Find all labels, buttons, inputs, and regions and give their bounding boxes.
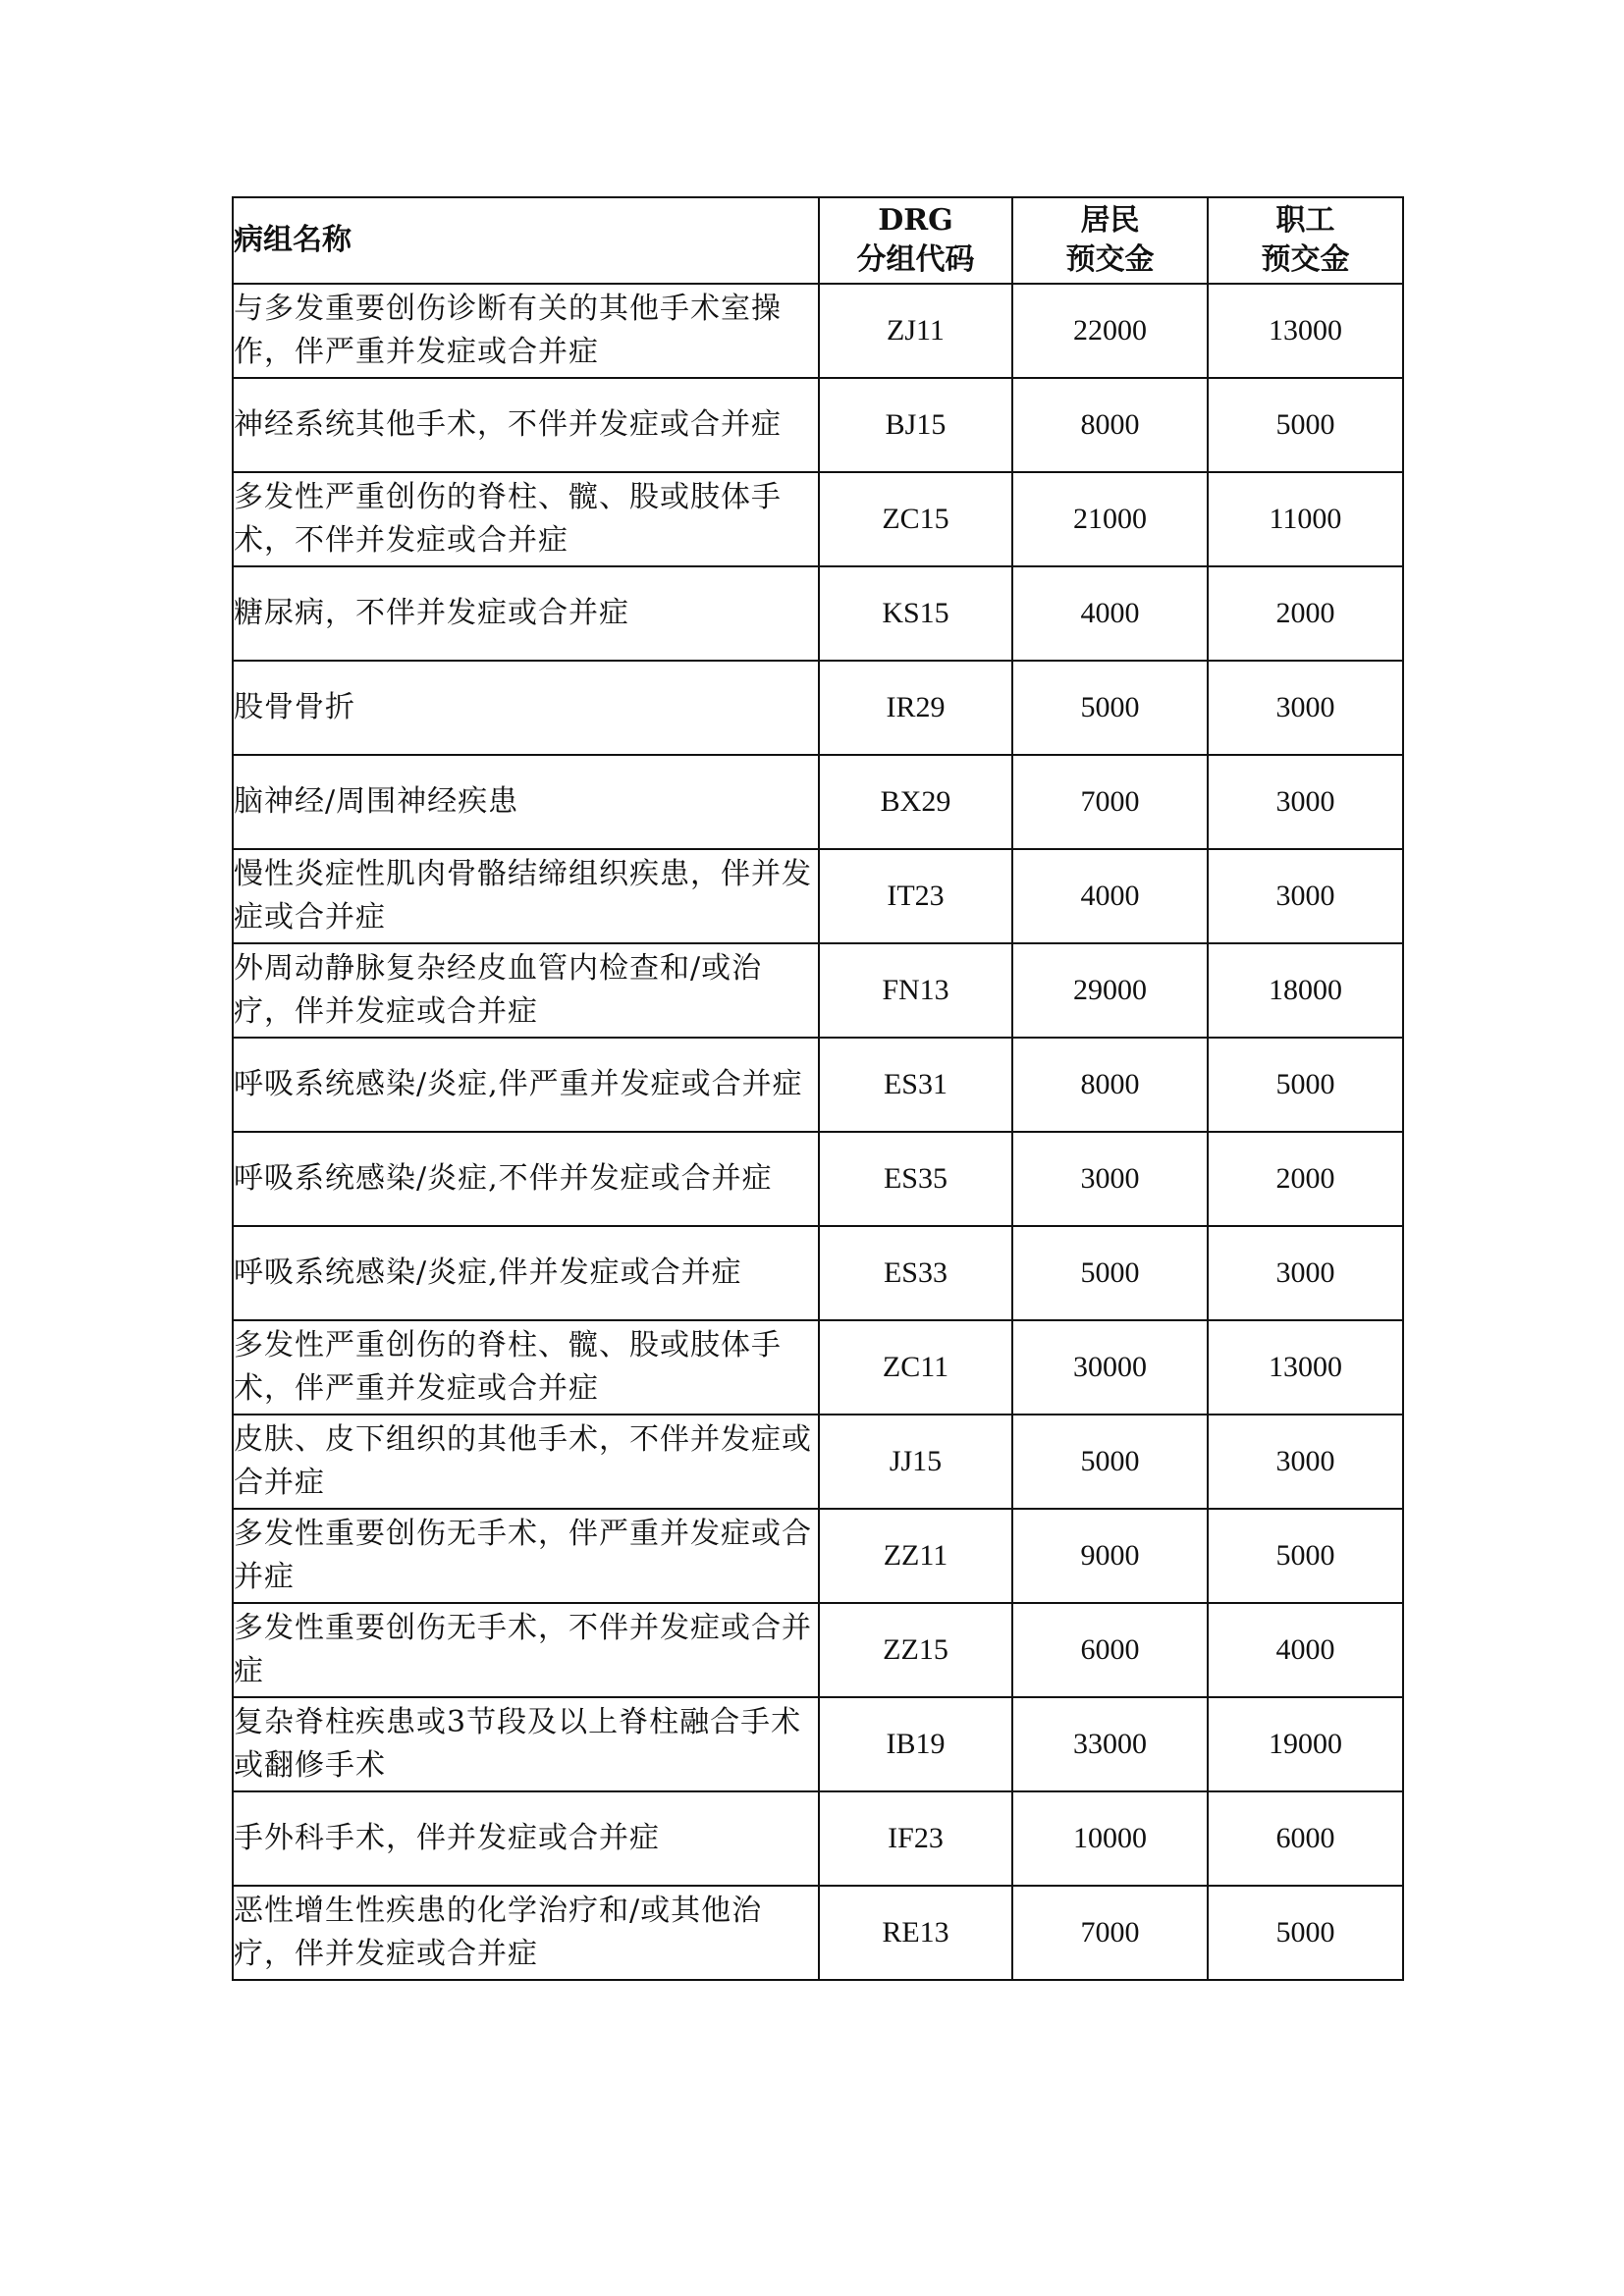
drg-code-cell: ZZ15 [819, 1603, 1012, 1697]
resident-deposit-cell: 8000 [1012, 1038, 1208, 1132]
resident-deposit-cell: 33000 [1012, 1697, 1208, 1791]
table-row [233, 1226, 1403, 1320]
drg-code-cell: ZZ11 [819, 1509, 1012, 1603]
drg-code-cell: IF23 [819, 1791, 1012, 1886]
header-drg-code [819, 197, 1012, 284]
disease-group-name-cell: 呼吸系统感染/炎症,不伴并发症或合并症 [233, 1132, 819, 1226]
disease-group-name-cell: 皮肤、皮下组织的其他手术，不伴并发症或合并症 [233, 1415, 819, 1509]
table-row [233, 943, 1403, 1038]
resident-deposit-cell: 5000 [1012, 661, 1208, 755]
disease-group-name-cell: 神经系统其他手术，不伴并发症或合并症 [233, 378, 819, 472]
resident-deposit-cell: 5000 [1012, 1226, 1208, 1320]
table-row [233, 1320, 1403, 1415]
header-drg-code-line2: 分组代码 [856, 242, 975, 277]
resident-deposit-cell: 8000 [1012, 378, 1208, 472]
employee-deposit-cell: 3000 [1208, 1226, 1403, 1320]
disease-group-name-cell: 与多发重要创伤诊断有关的其他手术室操作，伴严重并发症或合并症 [233, 284, 819, 378]
drg-code-cell: IT23 [819, 849, 1012, 943]
disease-group-name-cell: 呼吸系统感染/炎症,伴严重并发症或合并症 [233, 1038, 819, 1132]
disease-group-name-cell: 慢性炎症性肌肉骨骼结缔组织疾患，伴并发症或合并症 [233, 849, 819, 943]
employee-deposit-cell: 13000 [1208, 1320, 1403, 1415]
employee-deposit-cell: 3000 [1208, 661, 1403, 755]
table-row [233, 1886, 1403, 1980]
employee-deposit-cell: 2000 [1208, 1132, 1403, 1226]
resident-deposit-cell: 7000 [1012, 1886, 1208, 1980]
header-resident-line2: 预交金 [1065, 242, 1155, 277]
employee-deposit-cell: 5000 [1208, 378, 1403, 472]
employee-deposit-cell: 5000 [1208, 1509, 1403, 1603]
table-row [233, 1603, 1403, 1697]
disease-group-name-cell: 呼吸系统感染/炎症,伴并发症或合并症 [233, 1226, 819, 1320]
disease-group-name-cell: 脑神经/周围神经疾患 [233, 755, 819, 849]
disease-group-name-cell: 股骨骨折 [233, 661, 819, 755]
table-row [233, 755, 1403, 849]
resident-deposit-cell: 30000 [1012, 1320, 1208, 1415]
table-row [233, 378, 1403, 472]
disease-group-name-cell: 糖尿病，不伴并发症或合并症 [233, 566, 819, 661]
table-row [233, 1415, 1403, 1509]
resident-deposit-cell: 3000 [1012, 1132, 1208, 1226]
resident-deposit-cell: 6000 [1012, 1603, 1208, 1697]
header-drg-code-line1: DRG [878, 203, 953, 238]
employee-deposit-cell: 6000 [1208, 1791, 1403, 1886]
disease-group-name-cell: 恶性增生性疾患的化学治疗和/或其他治疗，伴并发症或合并症 [233, 1886, 819, 1980]
header-employee-line2: 预交金 [1261, 242, 1350, 277]
drg-code-cell: ZC11 [819, 1320, 1012, 1415]
drg-code-cell: IR29 [819, 661, 1012, 755]
drg-code-cell: JJ15 [819, 1415, 1012, 1509]
employee-deposit-cell: 11000 [1208, 472, 1403, 566]
header-resident-line1: 居民 [1080, 203, 1140, 238]
resident-deposit-cell: 4000 [1012, 849, 1208, 943]
disease-group-name-cell: 多发性重要创伤无手术，不伴并发症或合并症 [233, 1603, 819, 1697]
employee-deposit-cell: 5000 [1208, 1886, 1403, 1980]
table-row [233, 472, 1403, 566]
table-row [233, 1509, 1403, 1603]
drg-code-cell: ES33 [819, 1226, 1012, 1320]
employee-deposit-cell: 3000 [1208, 755, 1403, 849]
employee-deposit-cell: 18000 [1208, 943, 1403, 1038]
resident-deposit-cell: 10000 [1012, 1791, 1208, 1886]
employee-deposit-cell: 13000 [1208, 284, 1403, 378]
employee-deposit-cell: 19000 [1208, 1697, 1403, 1791]
drg-code-cell: BX29 [819, 755, 1012, 849]
table-row [233, 1697, 1403, 1791]
drg-code-cell: KS15 [819, 566, 1012, 661]
employee-deposit-cell: 5000 [1208, 1038, 1403, 1132]
table-row [233, 849, 1403, 943]
drg-code-cell: ZC15 [819, 472, 1012, 566]
drg-code-cell: RE13 [819, 1886, 1012, 1980]
resident-deposit-cell: 4000 [1012, 566, 1208, 661]
employee-deposit-cell: 2000 [1208, 566, 1403, 661]
table-row [233, 1791, 1403, 1886]
resident-deposit-cell: 9000 [1012, 1509, 1208, 1603]
drg-code-cell: IB19 [819, 1697, 1012, 1791]
resident-deposit-cell: 29000 [1012, 943, 1208, 1038]
drg-code-cell: FN13 [819, 943, 1012, 1038]
header-disease-group-name: 病组名称 [233, 197, 819, 284]
table-body [233, 284, 1403, 1980]
resident-deposit-cell: 7000 [1012, 755, 1208, 849]
resident-deposit-cell: 5000 [1012, 1415, 1208, 1509]
header-employee-deposit [1208, 197, 1403, 284]
disease-group-name-cell: 多发性重要创伤无手术，伴严重并发症或合并症 [233, 1509, 819, 1603]
disease-group-name-cell: 多发性严重创伤的脊柱、髋、股或肢体手术，不伴并发症或合并症 [233, 472, 819, 566]
disease-group-name-cell: 复杂脊柱疾患或3节段及以上脊柱融合手术或翻修手术 [233, 1697, 819, 1791]
drg-code-cell: ES35 [819, 1132, 1012, 1226]
employee-deposit-cell: 3000 [1208, 1415, 1403, 1509]
drg-code-cell: ES31 [819, 1038, 1012, 1132]
header-resident-deposit [1012, 197, 1208, 284]
disease-group-name-cell: 外周动静脉复杂经皮血管内检查和/或治疗，伴并发症或合并症 [233, 943, 819, 1038]
table-row [233, 566, 1403, 661]
table-row [233, 1132, 1403, 1226]
table-header-row [233, 197, 1403, 284]
header-employee-line1: 职工 [1275, 203, 1335, 238]
table-row [233, 284, 1403, 378]
drg-deposit-table [232, 196, 1404, 1981]
employee-deposit-cell: 3000 [1208, 849, 1403, 943]
table-row [233, 1038, 1403, 1132]
resident-deposit-cell: 22000 [1012, 284, 1208, 378]
drg-code-cell: ZJ11 [819, 284, 1012, 378]
table-row [233, 661, 1403, 755]
disease-group-name-cell: 多发性严重创伤的脊柱、髋、股或肢体手术，伴严重并发症或合并症 [233, 1320, 819, 1415]
drg-code-cell: BJ15 [819, 378, 1012, 472]
disease-group-name-cell: 手外科手术，伴并发症或合并症 [233, 1791, 819, 1886]
resident-deposit-cell: 21000 [1012, 472, 1208, 566]
employee-deposit-cell: 4000 [1208, 1603, 1403, 1697]
